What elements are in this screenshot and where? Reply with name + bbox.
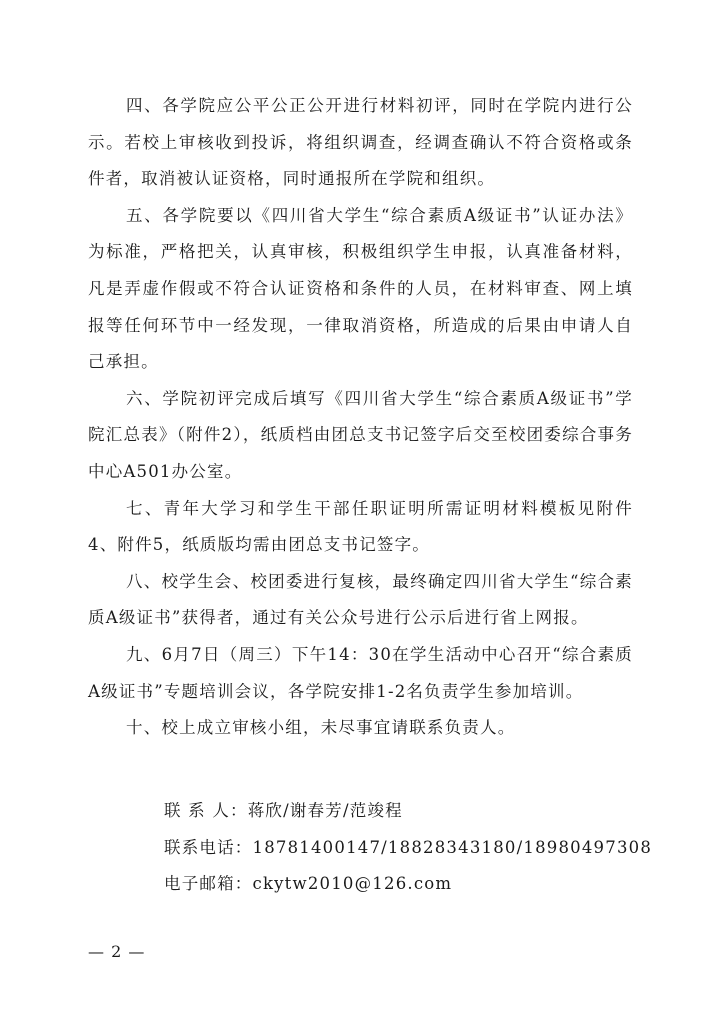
paragraph-item-9: 九、6月7日（周三）下午14：30在学生活动中心召开“综合素质A级证书”专题培训会议，各学院安排1-2名负责学生参加培训。 bbox=[88, 644, 633, 701]
contact-email-line bbox=[164, 866, 644, 903]
paragraph-item-7: 七、青年大学习和学生干部任职证明所需证明材料模板见附件4、附件5，纸质版均需由团总支书记签字。 bbox=[88, 498, 633, 555]
contact-phone-label: 联系电话： bbox=[164, 837, 253, 857]
contact-email-label: 电子邮箱： bbox=[164, 874, 253, 894]
contact-person-line bbox=[164, 793, 644, 830]
paragraph-item-6: 六、学院初评完成后填写《四川省大学生“综合素质A级证书”学院汇总表》（附件2），纸质档由团总支书记签字后交至校团委综合事务中心A501办公室。 bbox=[88, 388, 633, 481]
page-number: — 2 — bbox=[88, 942, 146, 961]
contact-email-value: ckytw2010@126.com bbox=[252, 874, 453, 894]
contact-phone-value: 18781400147/18828343180/18980497308 bbox=[252, 837, 653, 857]
contact-phone-line bbox=[164, 830, 653, 867]
document-body bbox=[88, 88, 633, 747]
paragraph-item-8: 八、校学生会、校团委进行复核，最终确定四川省大学生“综合素质A级证书”获得者，通过有关公众号进行公示后进行省上网报。 bbox=[88, 571, 633, 628]
paragraph-item-10: 十、校上成立审核小组，未尽事宜请联系负责人。 bbox=[126, 718, 516, 738]
paragraph-item-5: 五、各学院要以《四川省大学生“综合素质A级证书”认证办法》为标准，严格把关，认真审核，积极组织学生申报，认真准备材料，凡是弄虚作假或不符合认证资格和条件的人员，在材料审查、网上填报等任何环节中一经发现，一律取消资格，所造成的后果由申请人自己承担。 bbox=[88, 205, 633, 372]
contact-person-label: 联 系 人： bbox=[164, 801, 248, 820]
contact-person-value: 蒋欣/谢春芳/范竣程 bbox=[247, 801, 403, 820]
paragraph-item-4: 四、各学院应公平公正公开进行材料初评，同时在学院内进行公示。若校上审核收到投诉，将组织调查，经调查确认不符合资格或条件者，取消被认证资格，同时通报所在学院和组织。 bbox=[88, 96, 633, 189]
contact-info bbox=[164, 793, 653, 903]
